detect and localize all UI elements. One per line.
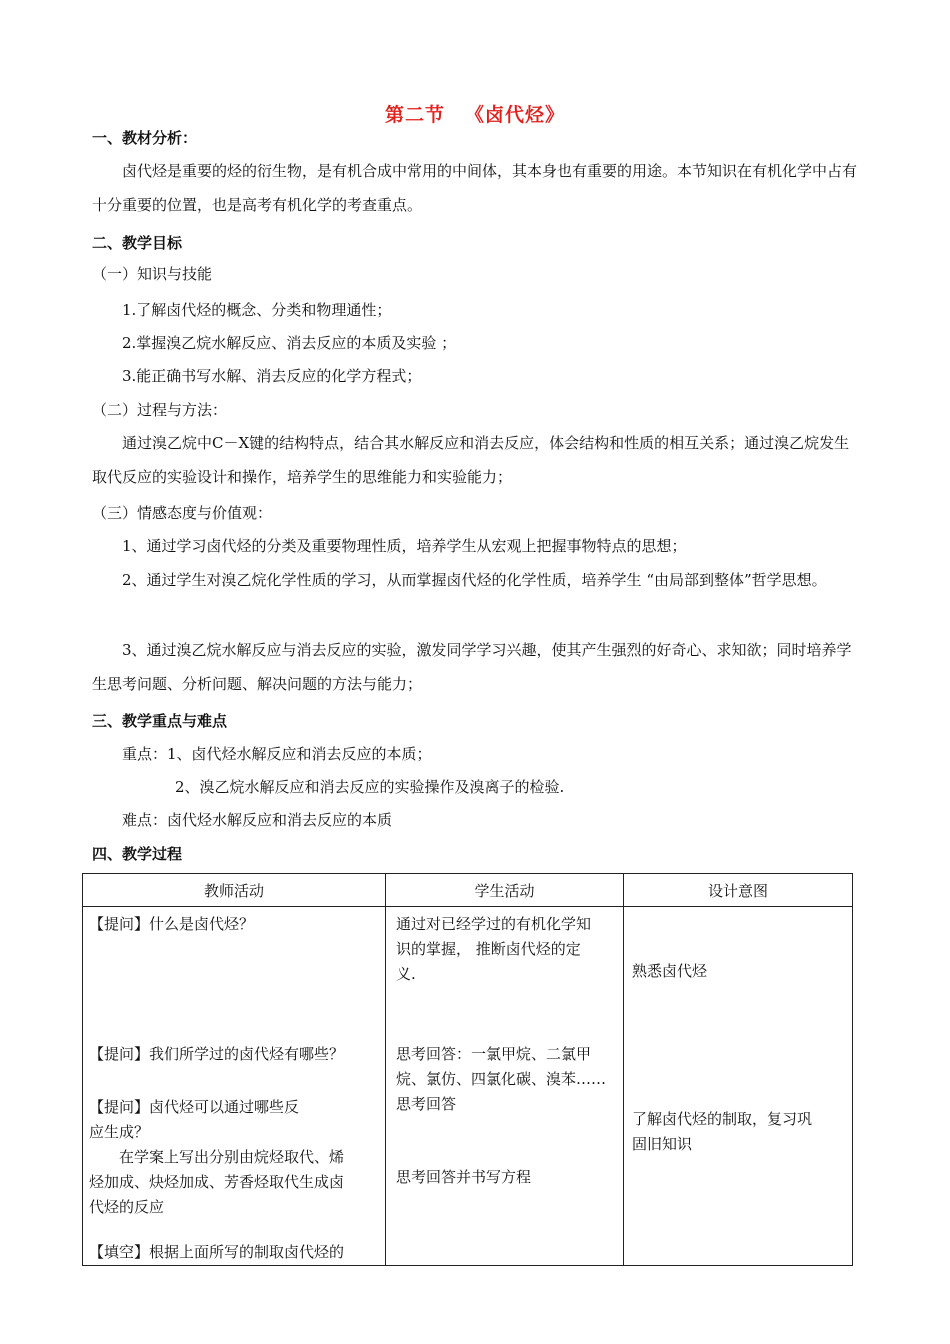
intent-line: 了解卤代烃的制取，复习巩 (632, 1110, 813, 1128)
value-item-1: 1、通过学习卤代烃的分类及重要物理性质，培养学生从宏观上把握事物特点的思想； (122, 537, 687, 555)
textbook-analysis-text: 卤代烃是重要的烃的衍生物，是有机合成中常用的中间体，其本身也有重要的用途。本节知识在有机化学中占有十分重要的位置，也是高考有机化学的考查重点。 (92, 162, 858, 214)
process-method-text: 通过溴乙烷中C－X键的结构特点，结合其水解反应和消去反应，体会结构和性质的相互关系；通过溴乙烷发生取代反应的实验设计和操作，培养学生的思维能力和实验能力； (92, 434, 850, 486)
goal-item-3: 3.能正确书写水解、消去反应的化学方程式； (122, 367, 422, 385)
header-teacher: 教师活动 (83, 874, 386, 907)
design-intent-cell (624, 907, 853, 1266)
table-row (83, 907, 853, 1266)
title-section: 第二节 (384, 104, 445, 126)
teacher-line: 【提问】什么是卤代烃？ (89, 915, 255, 933)
heading-key-difficult: 三、教学重点与难点 (92, 712, 228, 730)
table-header-row (83, 874, 853, 907)
key-point-2: 2、溴乙烷水解反应和消去反应的实验操作及溴离子的检验. (175, 778, 565, 796)
value-item-2: 2、通过学生对溴乙烷化学性质的学习，从而掌握卤代烃的化学性质，培养学生 “由局部到整体”哲学思想。 (122, 571, 827, 589)
intent-line: 固旧知识 (632, 1135, 693, 1153)
student-line: 思考回答 (396, 1095, 457, 1113)
heading-teaching-goals: 二、教学目标 (92, 234, 183, 252)
heading-textbook-analysis: 一、教材分析： (92, 129, 198, 147)
subheading-emotion-values: （三）情感态度与价值观： (92, 504, 273, 522)
subheading-process-method: （二）过程与方法： (92, 401, 228, 419)
teaching-process-table (82, 873, 853, 1266)
key-point-1: 重点：1、卤代烃水解反应和消去反应的本质； (122, 745, 432, 763)
student-activity-cell (386, 907, 624, 1266)
student-line: 思考回答并书写方程 (396, 1168, 532, 1186)
teacher-line: 在学案上写出分别由烷烃取代、烯 (119, 1148, 345, 1166)
teacher-line: 【提问】我们所学过的卤代烃有哪些？ (89, 1045, 345, 1063)
teacher-line: 应生成？ (89, 1123, 150, 1141)
student-line: 识的掌握， 推断卤代烃的定 (396, 940, 581, 958)
goal-item-2: 2.掌握溴乙烷水解反应、消去反应的本质及实验 ； (122, 334, 457, 352)
teacher-line: 【填空】根据上面所写的制取卤代烃的 (89, 1243, 345, 1261)
teacher-activity-cell (83, 907, 386, 1266)
page-title (0, 100, 950, 127)
teacher-line: 【提问】卤代烃可以通过哪些反 (89, 1098, 300, 1116)
teacher-line: 代烃的反应 (89, 1198, 165, 1216)
student-line: 思考回答：一氯甲烷、二氯甲 (396, 1045, 592, 1063)
goal-item-1: 1.了解卤代烃的概念、分类和物理通性； (122, 301, 392, 319)
header-student: 学生活动 (386, 874, 624, 907)
heading-teaching-process: 四、教学过程 (92, 845, 183, 863)
teacher-line: 烃加成、炔烃加成、芳香烃取代生成卤 (89, 1173, 345, 1191)
difficulty: 难点：卤代烃水解反应和消去反应的本质 (122, 811, 393, 829)
student-line: 烷、氯仿、四氯化碳、溴苯…… (396, 1070, 607, 1088)
intent-line: 熟悉卤代烃 (632, 962, 708, 980)
value-item-3: 3、通过溴乙烷水解反应与消去反应的实验，激发同学学习兴趣，使其产生强烈的好奇心、求知欲；同时培养学生思考问题、分析问题、解决问题的方法与能力； (92, 641, 852, 693)
student-line: 义. (396, 965, 416, 983)
subheading-knowledge-skills: （一）知识与技能 (92, 265, 213, 283)
student-line: 通过对已经学过的有机化学知 (396, 915, 592, 933)
header-intent: 设计意图 (624, 874, 853, 907)
title-name: 《卤代烃》 (465, 104, 566, 126)
